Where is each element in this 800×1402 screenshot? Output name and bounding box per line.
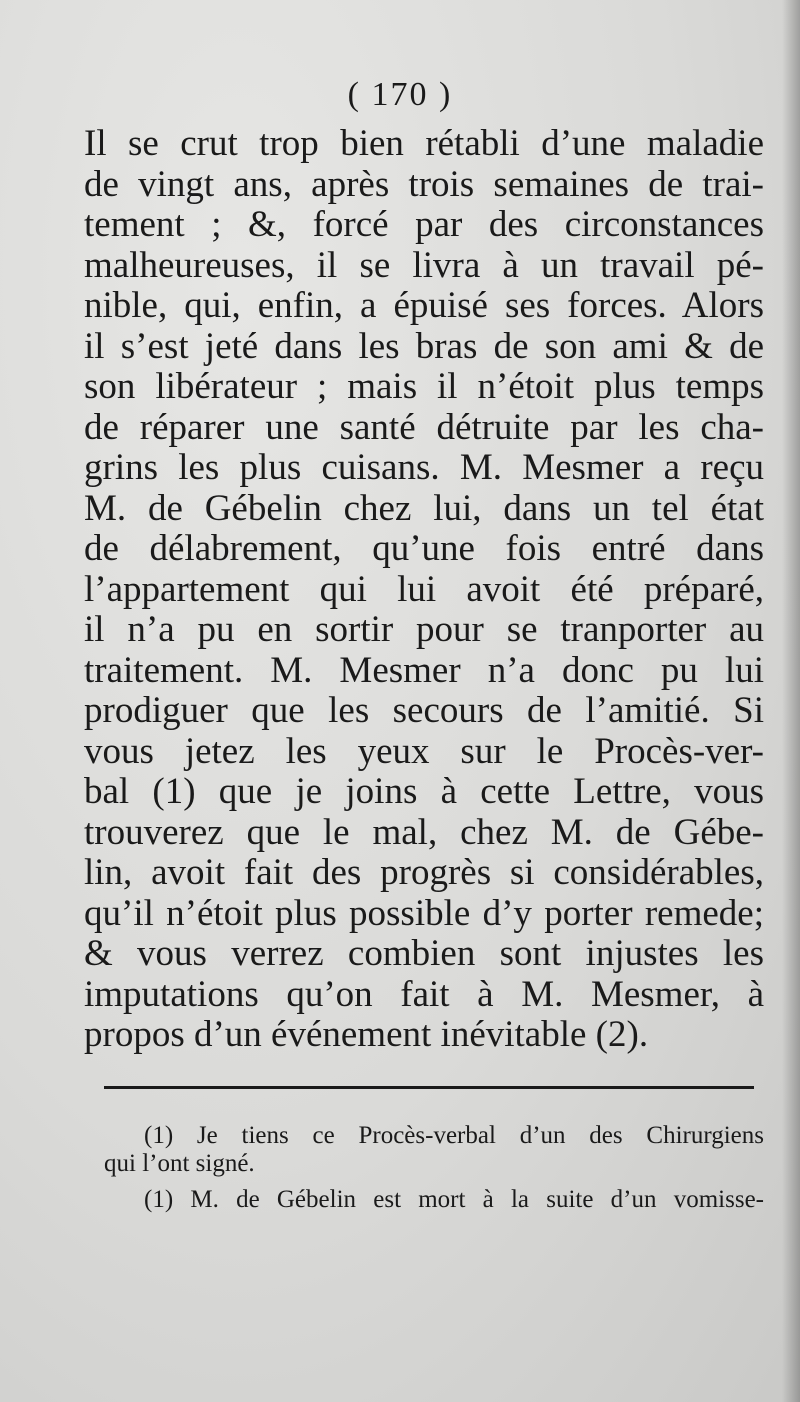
text-line: traitement. M. Mesmer n’a donc pu lui (84, 649, 764, 691)
text-line: malheureuses, il se livra à un travail pé- (84, 244, 764, 286)
footnotes (104, 1122, 764, 1214)
text-line: qu’il n’étoit plus possible d’y porter remede; (84, 892, 764, 934)
text-line: propos d’un événement inévitable (2). (84, 1014, 649, 1055)
text-line: de vingt ans, après trois semaines de trai- (84, 163, 764, 205)
page-edge-shadow (782, 0, 800, 1402)
text-line: trouverez que le mal, chez M. de Gébe- (84, 811, 764, 853)
text-line: grins les plus cuisans. M. Mesmer a reçu (84, 447, 764, 488)
text-line: M. de Gébelin chez lui, dans un tel état (84, 487, 764, 529)
text-line: son libérateur ; mais il n’étoit plus temps (84, 366, 764, 407)
text-line: il s’est jeté dans les bras de son ami & de (84, 325, 764, 367)
text-line: tement ; &, forcé par des circonstances (84, 204, 764, 245)
page-number: ( 170 ) (347, 76, 453, 113)
text-line: imputations qu’on fait à M. Mesmer, à (84, 973, 764, 1015)
text-line: nible, qui, enfin, a épuisé ses forces. Alors (84, 285, 764, 326)
text-line: prodiguer que les secours de l’amitié. Si (84, 690, 764, 731)
body-text (84, 124, 764, 1056)
text-line: l’appartement qui lui avoit été préparé, (84, 568, 764, 610)
text-line: Il se crut trop bien rétabli d’une maladie (84, 123, 764, 164)
footnote-2-line: (1) M. de Gébelin est mort à la suite d’un vomisse- (144, 1186, 764, 1213)
text-line: & vous verrez combien sont injustes les (84, 933, 764, 974)
footnote-separator-rule (104, 1086, 754, 1089)
text-line: de délabrement, qu’une fois entré dans (84, 528, 764, 569)
text-line: lin, avoit fait des progrès si considérables, (84, 852, 764, 893)
text-line: vous jetez les yeux sur le Procès-ver- (84, 730, 764, 772)
text-line: il n’a pu en sortir pour se tranporter au (84, 609, 764, 650)
text-line: de réparer une santé détruite par les cha- (84, 406, 764, 448)
footnote-1-continuation: qui l’ont signé. (104, 1150, 255, 1177)
text-line: bal (1) que je joins à cette Lettre, vous (84, 771, 764, 812)
footnote-1-line: (1) Je tiens ce Procès-verbal d’un des Chirurgiens (144, 1122, 764, 1149)
